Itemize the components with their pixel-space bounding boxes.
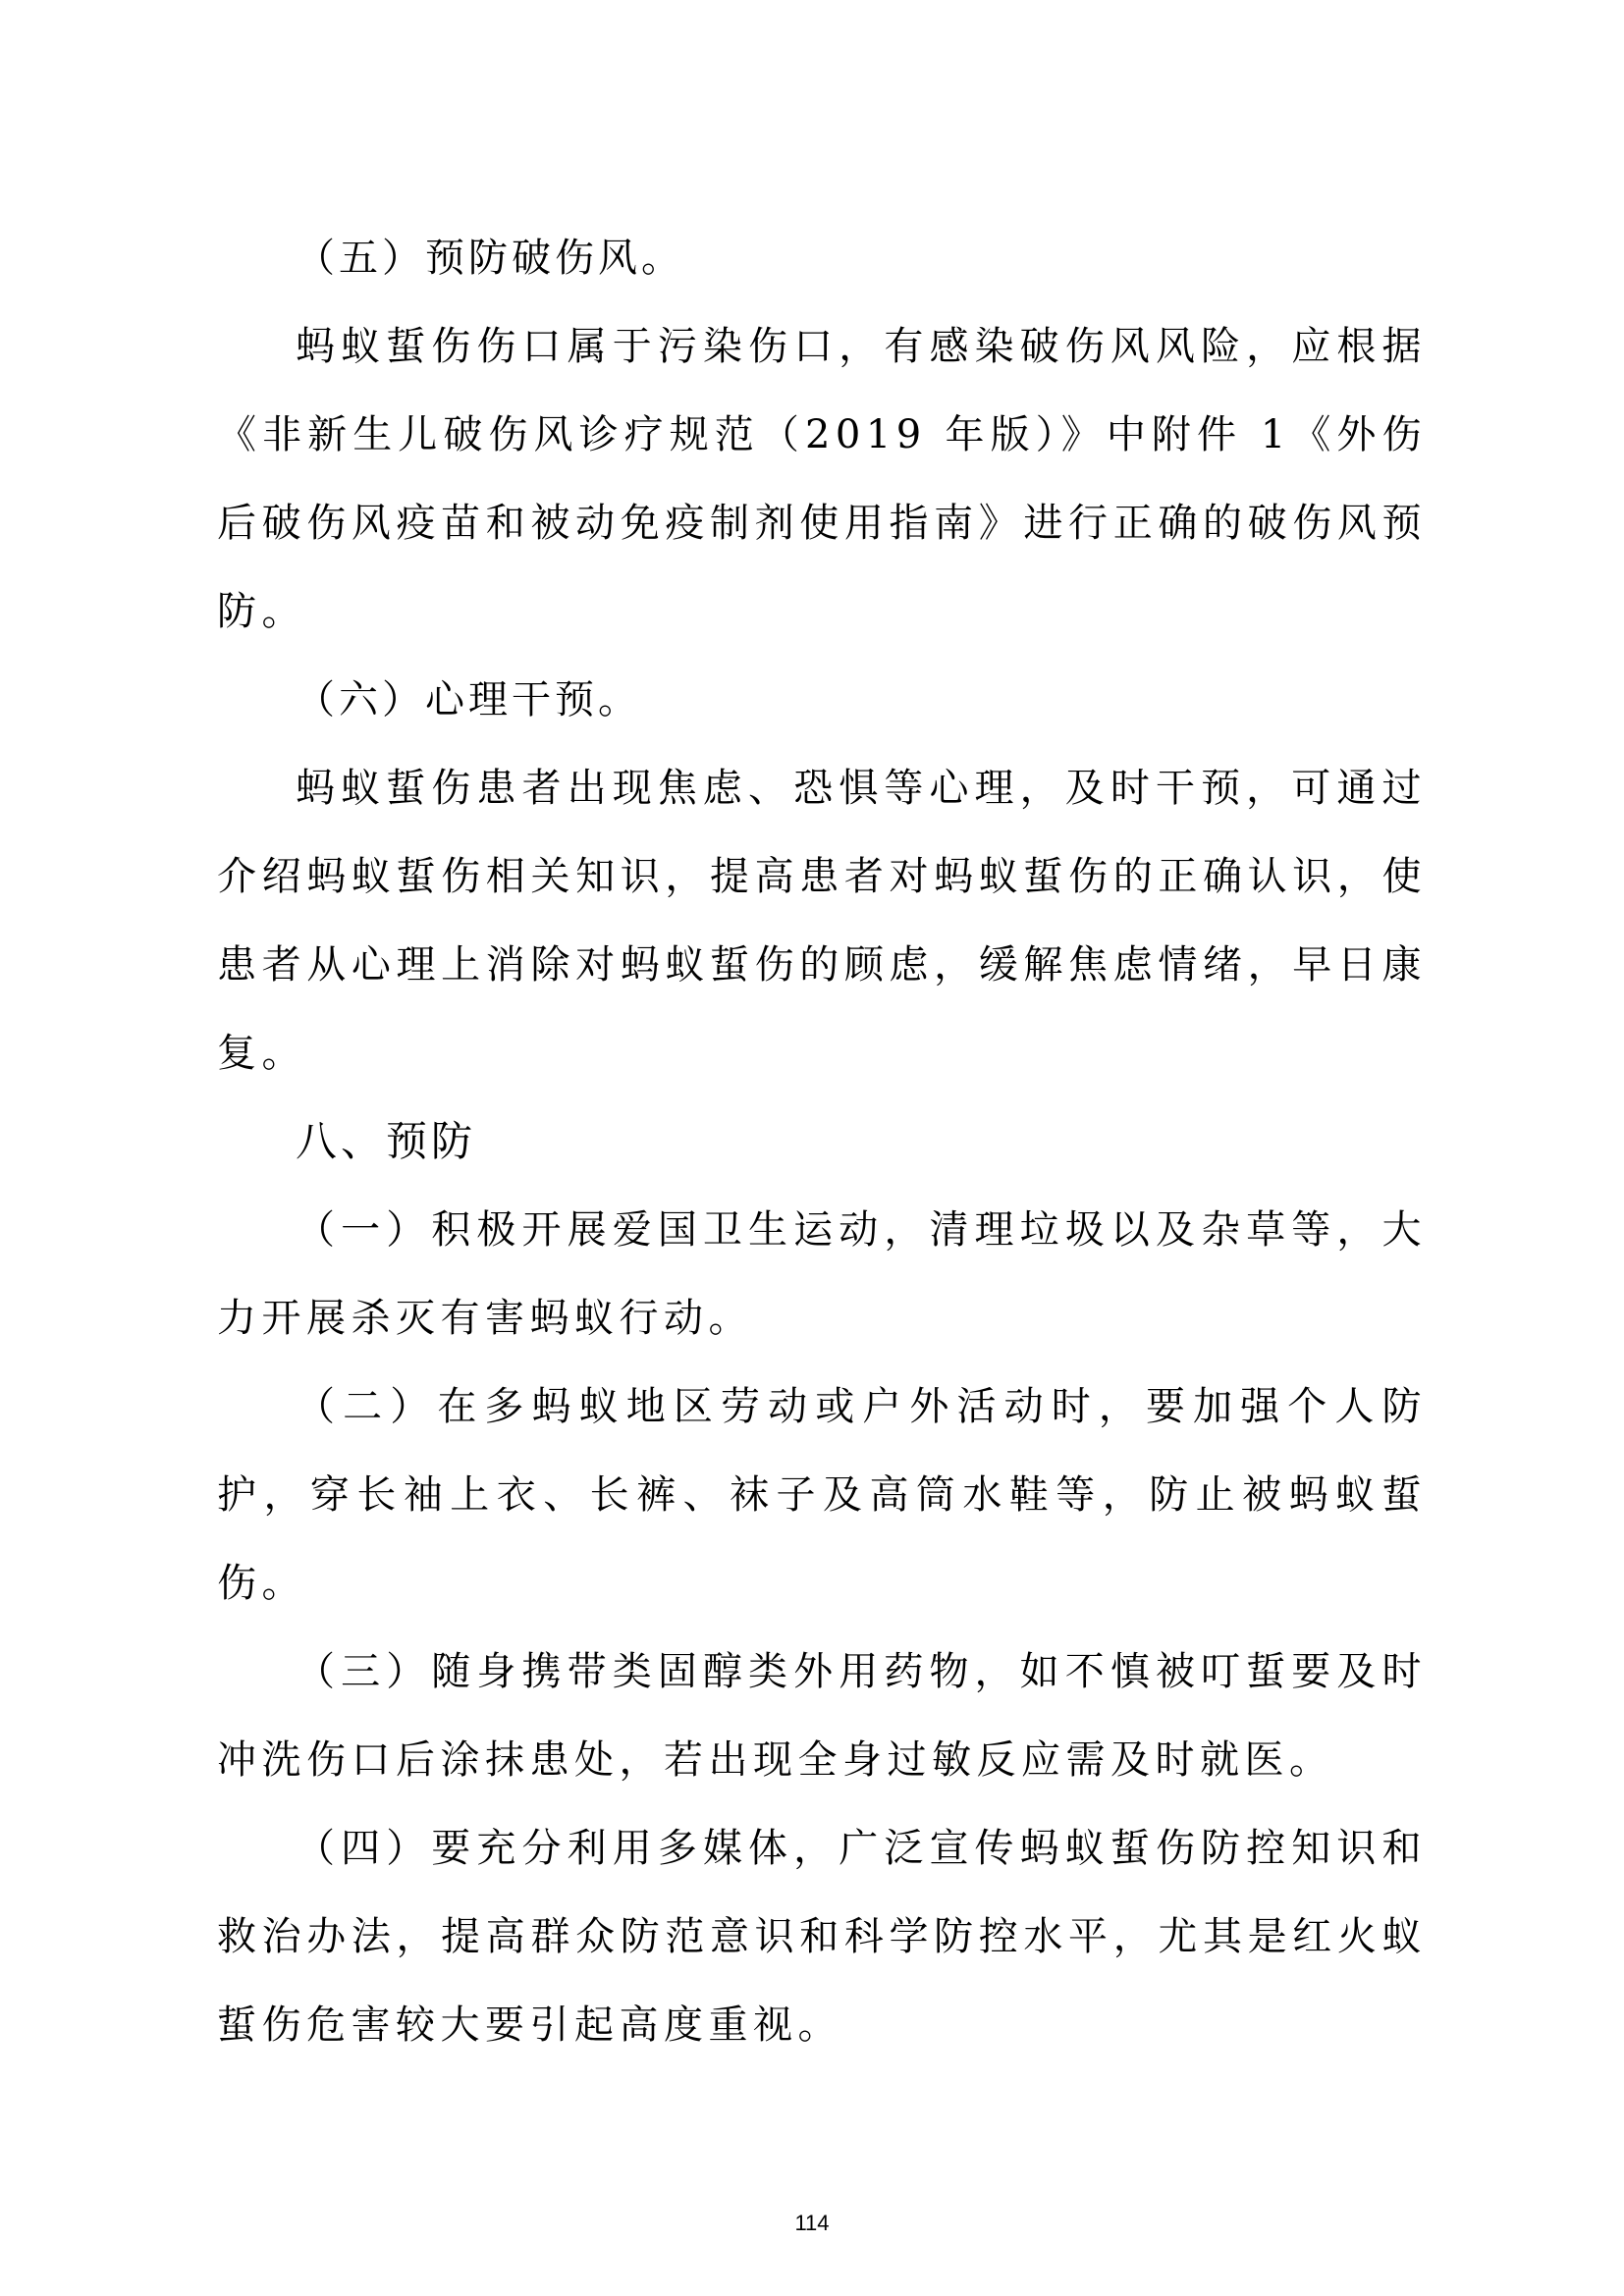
section-heading-tetanus: （五）预防破伤风。 <box>296 236 684 281</box>
section-heading-psychology: （六）心理干预。 <box>296 677 641 722</box>
paragraph-tetanus: 蚂蚁蜇伤伤口属于污染伤口，有感染破伤风风险，应根据《非新生儿破伤风诊疗规范（2019 年版）》中附件 1《外伤后破伤风疫苗和被动免疫制剂使用指南》进行正确的破伤风预防。 <box>217 324 1427 634</box>
prevention-item-4: （四）要充分利用多媒体，广泛宣传蚂蚁蜇伤防控知识和救治办法，提高群众防范意识和科学防控水平，尤其是红火蚁蜇伤危害较大要引起高度重视。 <box>217 1826 1427 2048</box>
prevention-item-2: （二）在多蚂蚁地区劳动或户外活动时，要加强个人防护，穿长袖上衣、长裤、袜子及高筒水鞋等，防止被蚂蚁蜇伤。 <box>217 1384 1427 1606</box>
prevention-item-3: （三）随身携带类固醇类外用药物，如不慎被叮蜇要及时冲洗伤口后涂抹患处，若出现全身过敏反应需及时就医。 <box>217 1649 1427 1783</box>
paragraph-psychology: 蚂蚁蜇伤患者出现焦虑、恐惧等心理，及时干预，可通过介绍蚂蚁蜇伤相关知识，提高患者对蚂蚁蜇伤的正确认识，使患者从心理上消除对蚂蚁蜇伤的顾虑，缓解焦虑情绪，早日康复。 <box>217 766 1427 1076</box>
section-heading-prevention: 八、预防 <box>296 1117 477 1165</box>
page-content <box>217 214 1427 2069</box>
prevention-item-1: （一）积极开展爱国卫生运动，清理垃圾以及杂草等，大力开展杀灭有害蚂蚁行动。 <box>217 1207 1427 1341</box>
page-number: 114 <box>794 2211 830 2235</box>
